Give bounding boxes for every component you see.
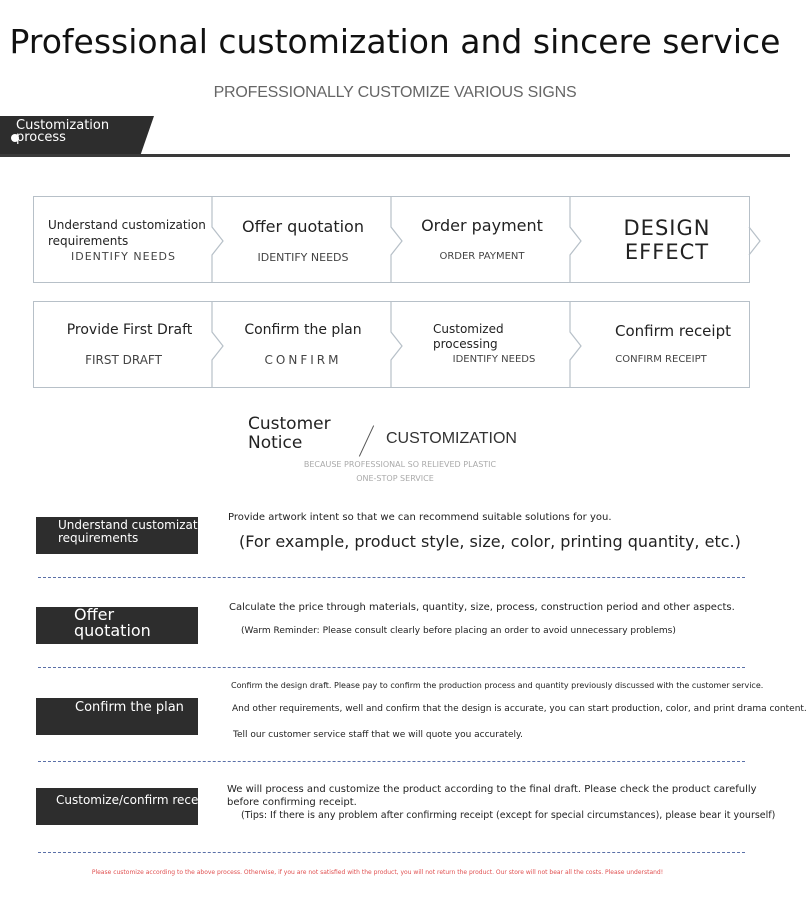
- step-title: Provide First Draft: [66, 322, 193, 338]
- step-subtitle: CONFIRM: [264, 353, 342, 367]
- dashed-divider: [38, 577, 745, 578]
- step-subtitle: IDENTIFY NEEDS: [257, 251, 349, 264]
- block-label-text: Understand customization requirements: [58, 518, 216, 545]
- process-step: [34, 197, 213, 282]
- notice-block-label: [36, 698, 198, 735]
- step-title: Customized processing: [433, 322, 504, 351]
- process-row-2: [33, 301, 750, 388]
- block-label-text: Customize/confirm receipt: [56, 793, 215, 807]
- process-divider: [0, 154, 790, 157]
- dashed-divider: [38, 852, 745, 853]
- notice-subtitle: ONE-STOP SERVICE: [356, 474, 434, 483]
- footer-notice: Please customize according to the above process. Otherwise, if you are not satisfied with the product, you will not return the product. Our store will not bear all the costs. Please understand!: [91, 869, 664, 876]
- process-step: [34, 302, 213, 387]
- notice-customization: CUSTOMIZATION: [386, 430, 517, 447]
- process-step: [393, 302, 571, 387]
- notice-subtitle: BECAUSE PROFESSIONAL SO RELIEVED PLASTIC: [303, 460, 497, 469]
- block-description: (Warm Reminder: Please consult clearly before placing an order to avoid unnecessary problems): [241, 626, 676, 636]
- step-subtitle: FIRST DRAFT: [85, 353, 162, 367]
- block-description: And other requirements, well and confirm that the design is accurate, you can start production, color, and print drama content.: [232, 704, 807, 714]
- step-title: Understand customization requirements: [48, 218, 206, 248]
- block-description: (For example, product style, size, color, printing quantity, etc.): [239, 532, 741, 551]
- step-subtitle: IDENTIFY NEEDS: [452, 354, 536, 365]
- block-label-text: Confirm the plan: [75, 700, 184, 715]
- process-step: [393, 197, 571, 282]
- block-description: (Tips: If there is any problem after confirming receipt (except for special circumstances), please bear it yourself): [241, 810, 776, 821]
- notice-block-label: [36, 517, 216, 554]
- dashed-divider: [38, 761, 745, 762]
- notice-block-label: [36, 607, 198, 644]
- step-title: Confirm receipt: [614, 322, 731, 340]
- step-title: DESIGN EFFECT: [623, 216, 711, 264]
- block-label-text: Offer quotation: [74, 605, 151, 640]
- block-description: Confirm the design draft. Please pay to confirm the production process and quantity previously discussed with the customer service.: [231, 681, 764, 690]
- process-tab-label: Customization process: [16, 118, 110, 145]
- process-step: [572, 302, 750, 387]
- process-step: [214, 302, 392, 387]
- process-step: [572, 197, 750, 282]
- step-title: Confirm the plan: [244, 322, 362, 338]
- block-description: Calculate the price through materials, quantity, size, process, construction period and other aspects.: [229, 602, 735, 613]
- step-subtitle: CONFIRM RECEIPT: [615, 354, 707, 365]
- process-row-1: [33, 196, 750, 283]
- page-title: Professional customization and sincere service: [9, 22, 781, 61]
- page-subtitle: PROFESSIONALLY CUSTOMIZE VARIOUS SIGNS: [213, 84, 577, 101]
- notice-block-label: [36, 788, 215, 825]
- step-title: Order payment: [421, 216, 543, 235]
- step-subtitle: ORDER PAYMENT: [439, 251, 525, 262]
- process-step: [214, 197, 392, 282]
- step-subtitle: IDENTIFY NEEDS: [71, 250, 176, 263]
- notice-separator: [359, 425, 374, 456]
- step-title: Offer quotation: [242, 217, 364, 236]
- chevron-right-icon: [748, 197, 764, 282]
- block-description: Provide artwork intent so that we can recommend suitable solutions for you.: [228, 512, 612, 523]
- block-description: Tell our customer service staff that we will quote you accurately.: [233, 730, 523, 740]
- notice-title: Customer Notice: [248, 414, 331, 453]
- block-description: We will process and customize the product according to the final draft. Please check the product carefully before confirming receipt.: [227, 784, 757, 808]
- dashed-divider: [38, 667, 745, 668]
